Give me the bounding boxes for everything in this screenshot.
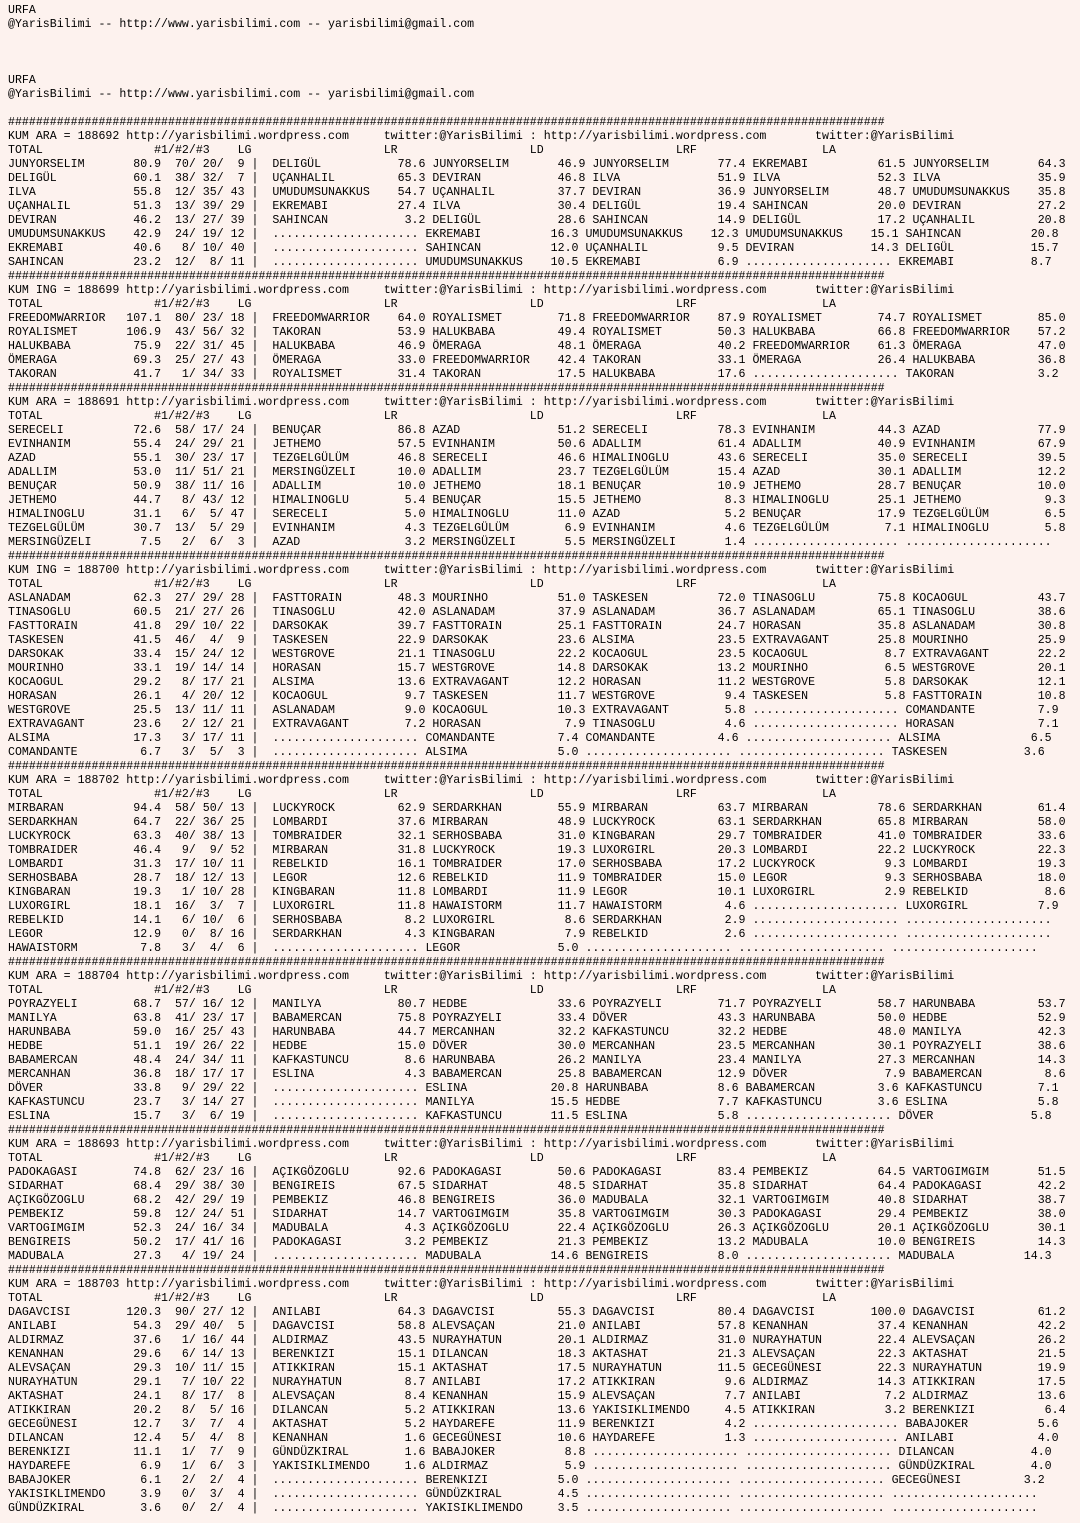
table-row: DAGAVCISI 120.3 90/ 27/ 12 | ANILABI 64.3 DAGAVCISI 55.3 DAGAVCISI 80.4 DAGAVCISI 100.0 DAGAVCISI 61.2 <box>8 1306 1066 1319</box>
column-header-line: TOTAL #1/#2/#3 LG LR LD LRF LA <box>8 144 836 157</box>
table-row: MADUBALA 27.3 4/ 19/ 24 | ..................... MADUBALA 14.6 BENGIREIS 8.0 ..................... MADUBALA 14.3 <box>8 1250 1052 1263</box>
table-row: EVINHANIM 55.4 24/ 29/ 21 | JETHEMO 57.5 EVINHANIM 50.6 ADALLIM 61.4 ADALLIM 40.9 EVINHANIM 67.9 <box>8 438 1066 451</box>
table-row: ASLANADAM 62.3 27/ 29/ 28 | FASTTORAIN 48.3 MOURINHO 51.0 TASKESEN 72.0 TINASOGLU 75.8 KOCAOGUL 43.7 <box>8 592 1066 605</box>
table-row: MIRBARAN 94.4 58/ 50/ 13 | LUCKYROCK 62.9 SERDARKHAN 55.9 MIRBARAN 63.7 MIRBARAN 78.6 SERDARKHAN 61.4 <box>8 802 1066 815</box>
table-row: SERECELI 72.6 58/ 17/ 24 | BENUÇAR 86.8 AZAD 51.2 SERECELI 78.3 EVINHANIM 44.3 AZAD 77.9 <box>8 424 1066 437</box>
column-header-line: TOTAL #1/#2/#3 LG LR LD LRF LA <box>8 788 836 801</box>
table-row: KINGBARAN 19.3 1/ 10/ 28 | KINGBARAN 11.8 LOMBARDI 11.9 LEGOR 10.1 LUXORGIRL 2.9 REBELKID 8.6 <box>8 886 1066 899</box>
table-row: ÖMERAGA 69.3 25/ 27/ 43 | ÖMERAGA 33.0 FREEDOMWARRIOR 42.4 TAKORAN 33.1 ÖMERAGA 26.4 HALUKBABA 36.8 <box>8 354 1066 367</box>
blank-line <box>8 46 1080 60</box>
column-header-line: TOTAL #1/#2/#3 LG LR LD LRF LA <box>8 578 836 591</box>
table-row: DEVIRAN 46.2 13/ 27/ 39 | SAHINCAN 3.2 DELIGÜL 28.6 SAHINCAN 14.9 DELIGÜL 17.2 UÇANHALIL 20.8 <box>8 214 1066 227</box>
table-row: SERDARKHAN 64.7 22/ 36/ 25 | LOMBARDI 37.6 MIRBARAN 48.9 LUCKYROCK 63.1 SERDARKHAN 65.8 MIRBARAN 58.0 <box>8 816 1066 829</box>
table-row: KOCAOGUL 29.2 8/ 17/ 21 | ALSIMA 13.6 EXTRAVAGANT 12.2 HORASAN 11.2 WESTGROVE 5.8 DARSOKAK 12.1 <box>8 676 1066 689</box>
race-header-line: KUM ARA = 188704 http://yarisbilimi.wordpress.com twitter:@YarisBilimi : http://yarisbilimi.wordpress.com twitter:@YarisBilimi <box>8 970 955 983</box>
table-row: YAKISIKLIMENDO 3.9 0/ 3/ 4 | ..................... GÜNDÜZKIRAL 4.5 ..................... ..................... ..................... <box>8 1488 1038 1501</box>
table-row: LEGOR 12.9 0/ 8/ 16 | SERDARKHAN 4.3 KINGBARAN 7.9 REBELKID 2.6 ..................... ..................... <box>8 928 1052 941</box>
table-row: FREEDOMWARRIOR 107.1 80/ 23/ 18 | FREEDOMWARRIOR 64.0 ROYALISMET 71.8 FREEDOMWARRIOR 87.9 ROYALISMET 74.7 ROYALISMET 85.0 <box>8 312 1066 325</box>
contact-line: @YarisBilimi -- http://www.yarisbilimi.com -- yarisbilimi@gmail.com <box>8 88 475 101</box>
race-header-line: KUM ARA = 188692 http://yarisbilimi.wordpress.com twitter:@YarisBilimi : http://yarisbilimi.wordpress.com twitter:@YarisBilimi <box>8 130 955 143</box>
table-row: BENUÇAR 50.9 38/ 11/ 16 | ADALLIM 10.0 JETHEMO 18.1 BENUÇAR 10.9 JETHEMO 28.7 BENUÇAR 10.0 <box>8 480 1066 493</box>
table-row: TOMBRAIDER 46.4 9/ 9/ 52 | MIRBARAN 31.8 LUCKYROCK 19.3 LUXORGIRL 20.3 LOMBARDI 22.2 LUCKYROCK 22.3 <box>8 844 1066 857</box>
table-row: HARUNBABA 59.0 16/ 25/ 43 | HARUNBABA 44.7 MERCANHAN 32.2 KAFKASTUNCU 32.2 HEDBE 48.0 MANILYA 42.3 <box>8 1026 1066 1039</box>
separator-line: ############################################################################################################################## <box>8 956 885 969</box>
table-row: FASTTORAIN 41.8 29/ 10/ 22 | DARSOKAK 39.7 FASTTORAIN 25.1 FASTTORAIN 24.7 HORASAN 35.8 ASLANADAM 30.8 <box>8 620 1066 633</box>
table-row: AKTASHAT 24.1 8/ 17/ 8 | ALEVSAÇAN 8.4 KENANHAN 15.9 ALEVSAÇAN 7.7 ANILABI 7.2 ALDIRMAZ 13.6 <box>8 1390 1066 1403</box>
table-row: GÜNDÜZKIRAL 3.6 0/ 2/ 4 | ..................... YAKISIKLIMENDO 3.5 ..................... ..................... ..................... <box>8 1502 1038 1515</box>
table-row: BERENKIZI 11.1 1/ 7/ 9 | GÜNDÜZKIRAL 1.6 BABAJOKER 8.8 ..................... ..................... DILANCAN 4.0 <box>8 1446 1052 1459</box>
separator-line: ############################################################################################################################## <box>8 116 885 129</box>
table-row: ALDIRMAZ 37.6 1/ 16/ 44 | ALDIRMAZ 43.5 NURAYHATUN 20.1 ALDIRMAZ 31.0 NURAYHATUN 22.4 ALEVSAÇAN 26.2 <box>8 1334 1066 1347</box>
column-header-line: TOTAL #1/#2/#3 LG LR LD LRF LA <box>8 298 836 311</box>
table-row: BABAJOKER 6.1 2/ 2/ 4 | ..................... BERENKIZI 5.0 ..................... ..................... GECEGÜNESI 3.2 <box>8 1474 1045 1487</box>
table-row: LOMBARDI 31.3 17/ 10/ 11 | REBELKID 16.1 TOMBRAIDER 17.0 SERHOSBABA 17.2 LUCKYROCK 9.3 LOMBARDI 19.3 <box>8 858 1066 871</box>
table-row: AÇIKGÖZOGLU 68.2 42/ 29/ 19 | PEMBEKIZ 46.8 BENGIREIS 36.0 MADUBALA 32.1 VARTOGIMGIM 40.8 SIDARHAT 38.7 <box>8 1194 1066 1207</box>
table-row: HIMALINOGLU 31.1 6/ 5/ 47 | SERECELI 5.0 HIMALINOGLU 11.0 AZAD 5.2 BENUÇAR 17.9 TEZGELGÜLÜM 6.5 <box>8 508 1066 521</box>
table-row: POYRAZYELI 68.7 57/ 16/ 12 | MANILYA 80.7 HEDBE 33.6 POYRAZYELI 71.7 POYRAZYELI 58.7 HARUNBABA 53.7 <box>8 998 1066 1011</box>
separator-line: ############################################################################################################################## <box>8 382 885 395</box>
race-header-line: KUM ARA = 188693 http://yarisbilimi.wordpress.com twitter:@YarisBilimi : http://yarisbilimi.wordpress.com twitter:@YarisBilimi <box>8 1138 955 1151</box>
table-row: HALUKBABA 75.9 22/ 31/ 45 | HALUKBABA 46.9 ÖMERAGA 48.1 ÖMERAGA 40.2 FREEDOMWARRIOR 61.3 ÖMERAGA 47.0 <box>8 340 1066 353</box>
blank-line <box>8 60 1080 74</box>
table-row: DÖVER 33.8 9/ 29/ 22 | ..................... ESLINA 20.8 HARUNBABA 8.6 BABAMERCAN 3.6 KAFKASTUNCU 7.1 <box>8 1082 1059 1095</box>
separator-line: ############################################################################################################################## <box>8 270 885 283</box>
table-row: TAKORAN 41.7 1/ 34/ 33 | ROYALISMET 31.4 TAKORAN 17.5 HALUKBABA 17.6 ..................... TAKORAN 3.2 <box>8 368 1059 381</box>
table-row: UÇANHALIL 51.3 13/ 39/ 29 | EKREMABI 27.4 ILVA 30.4 DELIGÜL 19.4 SAHINCAN 20.0 DEVIRAN 27.2 <box>8 200 1066 213</box>
table-row: KAFKASTUNCU 23.7 3/ 14/ 27 | ..................... MANILYA 15.5 HEDBE 7.7 KAFKASTUNCU 3.6 ESLINA 5.8 <box>8 1096 1059 1109</box>
table-row: ALSIMA 17.3 3/ 17/ 11 | ..................... COMANDANTE 7.4 COMANDANTE 4.6 ..................... ALSIMA 6.5 <box>8 732 1052 745</box>
table-row: EKREMABI 40.6 8/ 10/ 40 | ..................... SAHINCAN 12.0 UÇANHALIL 9.5 DEVIRAN 14.3 DELIGÜL 15.7 <box>8 242 1059 255</box>
table-row: LUXORGIRL 18.1 16/ 3/ 7 | LUXORGIRL 11.8 HAWAISTORM 11.7 HAWAISTORM 4.6 ..................... LUXORGIRL 7.9 <box>8 900 1059 913</box>
table-row: ALEVSAÇAN 29.3 10/ 11/ 15 | ATIKKIRAN 15.1 AKTASHAT 17.5 NURAYHATUN 11.5 GECEGÜNESI 22.3 NURAYHATUN 19.9 <box>8 1362 1066 1375</box>
table-row: ANILABI 54.3 29/ 40/ 5 | DAGAVCISI 58.8 ALEVSAÇAN 21.0 ANILABI 57.8 KENANHAN 37.4 KENANHAN 42.2 <box>8 1320 1066 1333</box>
table-row: WESTGROVE 25.5 13/ 11/ 11 | ASLANADAM 9.0 KOCAOGUL 10.3 EXTRAVAGANT 5.8 ..................... COMANDANTE 7.9 <box>8 704 1059 717</box>
separator-line: ############################################################################################################################## <box>8 1264 885 1277</box>
race-header-line: KUM ARA = 188702 http://yarisbilimi.wordpress.com twitter:@YarisBilimi : http://yarisbilimi.wordpress.com twitter:@YarisBilimi <box>8 774 955 787</box>
table-row: BENGIREIS 50.2 17/ 41/ 16 | PADOKAGASI 3.2 PEMBEKIZ 21.3 PEMBEKIZ 13.2 MADUBALA 10.0 BENGIREIS 14.3 <box>8 1236 1066 1249</box>
table-row: ROYALISMET 106.9 43/ 56/ 32 | TAKORAN 53.9 HALUKBABA 49.4 ROYALISMET 50.3 HALUKBABA 66.8 FREEDOMWARRIOR 57.2 <box>8 326 1066 339</box>
column-header-line: TOTAL #1/#2/#3 LG LR LD LRF LA <box>8 1292 836 1305</box>
table-row: LUCKYROCK 63.3 40/ 38/ 13 | TOMBRAIDER 32.1 SERHOSBABA 31.0 KINGBARAN 29.7 TOMBRAIDER 41.0 TOMBRAIDER 33.6 <box>8 830 1066 843</box>
table-row: ATIKKIRAN 20.2 8/ 5/ 16 | DILANCAN 5.2 ATIKKIRAN 13.6 YAKISIKLIMENDO 4.5 ATIKKIRAN 3.2 BERENKIZI 6.4 <box>8 1404 1066 1417</box>
table-row: DARSOKAK 33.4 15/ 24/ 12 | WESTGROVE 21.1 TINASOGLU 22.2 KOCAOGUL 23.5 KOCAOGUL 8.7 EXTRAVAGANT 22.2 <box>8 648 1066 661</box>
table-row: SAHINCAN 23.2 12/ 8/ 11 | ..................... UMUDUMSUNAKKUS 10.5 EKREMABI 6.9 ..................... EKREMABI 8.7 <box>8 256 1052 269</box>
table-row: DILANCAN 12.4 5/ 4/ 8 | KENANHAN 1.6 GECEGÜNESI 10.6 HAYDAREFE 1.3 ..................... ANILABI 4.0 <box>8 1432 1059 1445</box>
table-row: PEMBEKIZ 59.8 12/ 24/ 51 | SIDARHAT 14.7 VARTOGIMGIM 35.8 VARTOGIMGIM 30.3 PADOKAGASI 29.4 PEMBEKIZ 38.0 <box>8 1208 1066 1221</box>
table-row: JUNYORSELIM 80.9 70/ 20/ 9 | DELIGÜL 78.6 JUNYORSELIM 46.9 JUNYORSELIM 77.4 EKREMABI 61.5 JUNYORSELIM 64.3 <box>8 158 1066 171</box>
column-header-line: TOTAL #1/#2/#3 LG LR LD LRF LA <box>8 984 836 997</box>
table-row: HORASAN 26.1 4/ 20/ 12 | KOCAOGUL 9.7 TASKESEN 11.7 WESTGROVE 9.4 TASKESEN 5.8 FASTTORAIN 10.8 <box>8 690 1066 703</box>
table-row: NURAYHATUN 29.1 7/ 10/ 22 | NURAYHATUN 8.7 ANILABI 17.2 ATIKKIRAN 9.6 ALDIRMAZ 14.3 ATIKKIRAN 17.5 <box>8 1376 1066 1389</box>
table-row: SIDARHAT 68.4 29/ 38/ 30 | BENGIREIS 67.5 SIDARHAT 48.5 SIDARHAT 35.8 SIDARHAT 64.4 PADOKAGASI 42.2 <box>8 1180 1066 1193</box>
table-row: UMUDUMSUNAKKUS 42.9 24/ 19/ 12 | ..................... EKREMABI 16.3 UMUDUMSUNAKKUS 12.3 UMUDUMSUNAKKUS 15.1 SAHINCAN 20.8 <box>8 228 1059 241</box>
page-title: URFA <box>8 4 36 17</box>
table-row: DELIGÜL 60.1 38/ 32/ 7 | UÇANHALIL 65.3 DEVIRAN 46.8 ILVA 51.9 ILVA 52.3 ILVA 35.9 <box>8 172 1066 185</box>
table-row: MERCANHAN 36.8 18/ 17/ 17 | ESLINA 4.3 BABAMERCAN 25.8 BABAMERCAN 12.9 DÖVER 7.9 BABAMERCAN 8.6 <box>8 1068 1066 1081</box>
table-row: EXTRAVAGANT 23.6 2/ 12/ 21 | EXTRAVAGANT 7.2 HORASAN 7.9 TINASOGLU 4.6 ..................... HORASAN 7.1 <box>8 718 1059 731</box>
separator-line: ############################################################################################################################## <box>8 760 885 773</box>
table-row: PADOKAGASI 74.8 62/ 23/ 16 | AÇIKGÖZOGLU 92.6 PADOKAGASI 50.6 PADOKAGASI 83.4 PEMBEKIZ 64.5 VARTOGIMGIM 51.5 <box>8 1166 1066 1179</box>
table-row: SERHOSBABA 28.7 18/ 12/ 13 | LEGOR 12.6 REBELKID 11.9 TOMBRAIDER 15.0 LEGOR 9.3 SERHOSBABA 18.0 <box>8 872 1066 885</box>
column-header-line: TOTAL #1/#2/#3 LG LR LD LRF LA <box>8 1152 836 1165</box>
separator-line: ############################################################################################################################## <box>8 1124 885 1137</box>
table-row: TINASOGLU 60.5 21/ 27/ 26 | TINASOGLU 42.0 ASLANADAM 37.9 ASLANADAM 36.7 ASLANADAM 65.1 TINASOGLU 38.6 <box>8 606 1066 619</box>
contact-line: @YarisBilimi -- http://www.yarisbilimi.com -- yarisbilimi@gmail.com <box>8 18 475 31</box>
table-row: MANILYA 63.8 41/ 23/ 17 | BABAMERCAN 75.8 POYRAZYELI 33.4 DÖVER 43.3 HARUNBABA 50.0 HEDBE 52.9 <box>8 1012 1066 1025</box>
column-header-line: TOTAL #1/#2/#3 LG LR LD LRF LA <box>8 410 836 423</box>
table-row: TEZGELGÜLÜM 30.7 13/ 5/ 29 | EVINHANIM 4.3 TEZGELGÜLÜM 6.9 EVINHANIM 4.6 TEZGELGÜLÜM 7.1 HIMALINOGLU 5.8 <box>8 522 1066 535</box>
table-row: AZAD 55.1 30/ 23/ 17 | TEZGELGÜLÜM 46.8 SERECELI 46.6 HIMALINOGLU 43.6 SERECELI 35.0 SERECELI 39.5 <box>8 452 1066 465</box>
blank-line <box>8 102 1080 116</box>
page-title: URFA <box>8 74 36 87</box>
race-header-line: KUM ING = 188700 http://yarisbilimi.wordpress.com twitter:@YarisBilimi : http://yarisbilimi.wordpress.com twitter:@YarisBilimi <box>8 564 955 577</box>
table-row: COMANDANTE 6.7 3/ 5/ 3 | ..................... ALSIMA 5.0 ..................... ..................... TASKESEN 3.6 <box>8 746 1045 759</box>
table-row: ESLINA 15.7 3/ 6/ 19 | ..................... KAFKASTUNCU 11.5 ESLINA 5.8 ..................... DÖVER 5.8 <box>8 1110 1052 1123</box>
table-row: HEDBE 51.1 19/ 26/ 22 | HEDBE 15.0 DÖVER 30.0 MERCANHAN 23.5 MERCANHAN 30.1 POYRAZYELI 38.6 <box>8 1040 1066 1053</box>
table-row: MERSINGÜZELI 7.5 2/ 6/ 3 | AZAD 3.2 MERSINGÜZELI 5.5 MERSINGÜZELI 1.4 ..................... ..................... <box>8 536 1052 549</box>
race-header-line: KUM ARA = 188691 http://yarisbilimi.wordpress.com twitter:@YarisBilimi : http://yarisbilimi.wordpress.com twitter:@YarisBilimi <box>8 396 955 409</box>
table-row: TASKESEN 41.5 46/ 4/ 9 | TASKESEN 22.9 DARSOKAK 23.6 ALSIMA 23.5 EXTRAVAGANT 25.8 MOURINHO 25.9 <box>8 634 1066 647</box>
table-row: MOURINHO 33.1 19/ 14/ 14 | HORASAN 15.7 WESTGROVE 14.8 DARSOKAK 13.2 MOURINHO 6.5 WESTGROVE 20.1 <box>8 662 1066 675</box>
table-row: ILVA 55.8 12/ 35/ 43 | UMUDUMSUNAKKUS 54.7 UÇANHALIL 37.7 DEVIRAN 36.9 JUNYORSELIM 48.7 UMUDUMSUNAKKUS 35.8 <box>8 186 1066 199</box>
table-row: BABAMERCAN 48.4 24/ 34/ 11 | KAFKASTUNCU 8.6 HARUNBABA 26.2 MANILYA 23.4 MANILYA 27.3 MERCANHAN 14.3 <box>8 1054 1066 1067</box>
table-row: HAYDAREFE 6.9 1/ 6/ 3 | YAKISIKLIMENDO 1.6 ALDIRMAZ 5.9 ..................... ..................... GÜNDÜZKIRAL 4.0 <box>8 1460 1052 1473</box>
race-header-line: KUM ING = 188699 http://yarisbilimi.wordpress.com twitter:@YarisBilimi : http://yarisbilimi.wordpress.com twitter:@YarisBilimi <box>8 284 955 297</box>
table-row: GECEGÜNESI 12.7 3/ 7/ 4 | AKTASHAT 5.2 HAYDAREFE 11.9 BERENKIZI 4.2 ..................... BABAJOKER 5.6 <box>8 1418 1059 1431</box>
blank-line <box>8 32 1080 46</box>
race-header-line: KUM ARA = 188703 http://yarisbilimi.wordpress.com twitter:@YarisBilimi : http://yarisbilimi.wordpress.com twitter:@YarisBilimi <box>8 1278 955 1291</box>
table-row: VARTOGIMGIM 52.3 24/ 16/ 34 | MADUBALA 4.3 AÇIKGÖZOGLU 22.4 AÇIKGÖZOGLU 26.3 AÇIKGÖZOGLU 20.1 AÇIKGÖZOGLU 30.1 <box>8 1222 1066 1235</box>
table-row: KENANHAN 29.6 6/ 14/ 13 | BERENKIZI 15.1 DILANCAN 18.3 AKTASHAT 21.3 ALEVSAÇAN 22.3 AKTASHAT 21.5 <box>8 1348 1066 1361</box>
table-row: HAWAISTORM 7.8 3/ 4/ 6 | ..................... LEGOR 5.0 ..................... ..................... ..................... <box>8 942 1038 955</box>
table-row: JETHEMO 44.7 8/ 43/ 12 | HIMALINOGLU 5.4 BENUÇAR 15.5 JETHEMO 8.3 HIMALINOGLU 25.1 JETHEMO 9.3 <box>8 494 1066 507</box>
separator-line: ############################################################################################################################## <box>8 550 885 563</box>
table-row: REBELKID 14.1 6/ 10/ 6 | SERHOSBABA 8.2 LUXORGIRL 8.6 SERDARKHAN 2.9 ..................... ..................... <box>8 914 1052 927</box>
table-row: ADALLIM 53.0 11/ 51/ 21 | MERSINGÜZELI 10.0 ADALLIM 23.7 TEZGELGÜLÜM 15.4 AZAD 30.1 ADALLIM 12.2 <box>8 466 1066 479</box>
